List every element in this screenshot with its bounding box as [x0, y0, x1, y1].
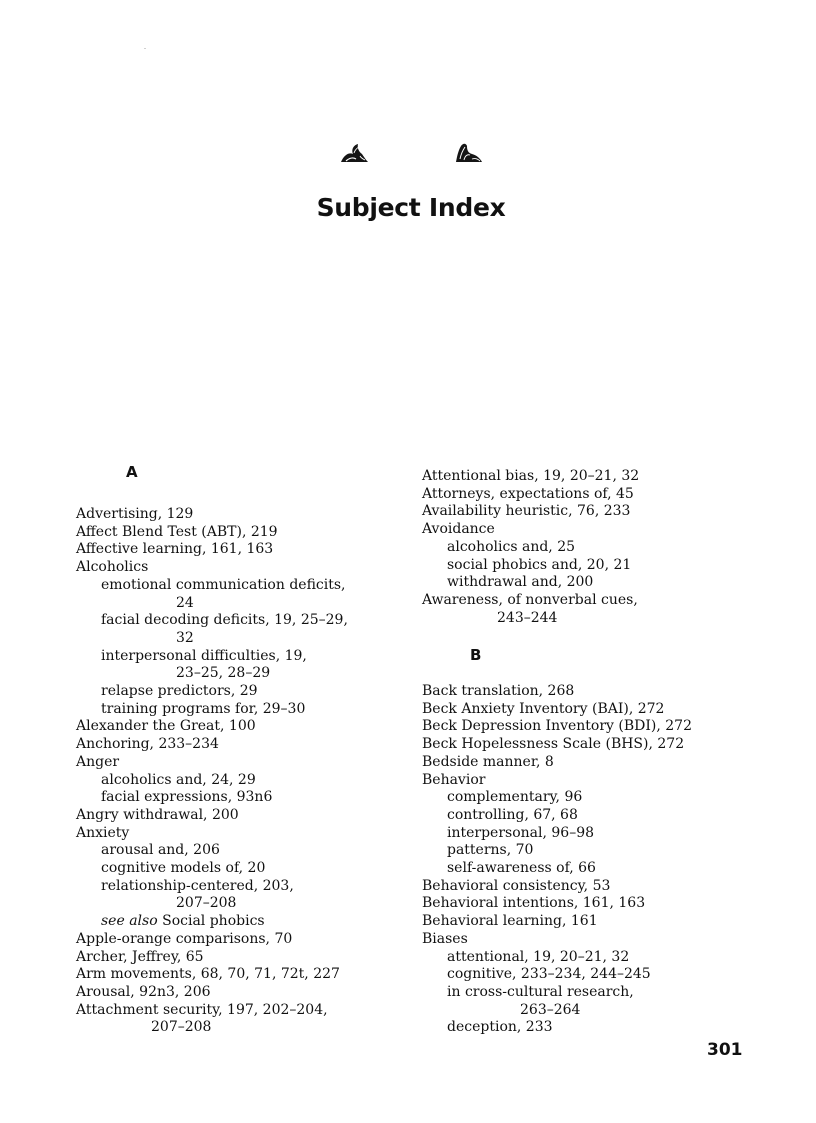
index-subentry: training programs for, 29–30	[101, 700, 306, 717]
index-entry: Apple-orange comparisons, 70	[76, 930, 293, 947]
index-entry: Biases	[422, 930, 468, 947]
section-letter-b: B	[470, 646, 482, 664]
index-entry: Behavioral consistency, 53	[422, 877, 611, 894]
index-subentry: attentional, 19, 20–21, 32	[447, 948, 630, 965]
index-subentry: patterns, 70	[447, 842, 534, 859]
page-title: Subject Index	[316, 193, 506, 222]
index-entry: Affect Blend Test (ABT), 219	[76, 523, 278, 540]
index-subentry: self-awareness of, 66	[447, 860, 596, 877]
index-cross-reference	[76, 913, 411, 931]
index-column-right-a	[422, 468, 757, 627]
index-entry: Attorneys, expectations of, 45	[422, 485, 634, 502]
index-entry: Anchoring, 233–234	[76, 736, 219, 753]
index-continuation: 243–244	[497, 609, 558, 626]
index-entry: Alcoholics	[76, 559, 149, 576]
index-subentry: relationship-centered, 203,	[101, 877, 294, 894]
index-entry: Advertising, 129	[76, 506, 194, 522]
index-subentry: facial expressions, 93n6	[101, 789, 273, 806]
index-entry: Anxiety	[76, 824, 130, 841]
index-entry: Bedside manner, 8	[422, 753, 554, 770]
index-subentry: withdrawal and, 200	[447, 574, 594, 591]
index-continuation: 207–208	[151, 1019, 212, 1036]
index-entry: Beck Hopelessness Scale (BHS), 272	[422, 736, 685, 753]
index-subentry: alcoholics and, 25	[447, 538, 576, 555]
index-subentry: interpersonal difficulties, 19,	[101, 647, 307, 664]
index-entry: Behavioral intentions, 161, 163	[422, 895, 646, 912]
index-entry: Awareness, of nonverbal cues,	[422, 591, 638, 608]
index-subentry: complementary, 96	[447, 789, 583, 806]
see-also-label: see also	[101, 913, 158, 930]
see-also-target: Social phobics	[162, 913, 265, 930]
index-column-left	[76, 506, 411, 1037]
index-entry: Availability heuristic, 76, 233	[422, 503, 631, 520]
index-entry: Arm movements, 68, 70, 71, 72t, 227	[76, 966, 340, 983]
index-entry: Angry withdrawal, 200	[76, 806, 239, 823]
page-number: 301	[707, 1040, 743, 1060]
index-entry: Back translation, 268	[422, 683, 575, 699]
index-entry: Avoidance	[422, 521, 495, 538]
index-subentry: in cross-cultural research,	[447, 983, 634, 1000]
index-continuation: 32	[176, 629, 194, 646]
title-ornaments	[0, 140, 816, 170]
index-subentry: facial decoding deficits, 19, 25–29,	[101, 612, 348, 629]
index-entry: Beck Depression Inventory (BDI), 272	[422, 718, 692, 735]
index-subentry: alcoholics and, 24, 29	[101, 771, 256, 788]
index-subentry: controlling, 67, 68	[447, 806, 578, 823]
fleuron-left-icon	[338, 140, 370, 166]
index-continuation: 207–208	[176, 895, 237, 912]
index-entry: Archer, Jeffrey, 65	[76, 948, 204, 965]
index-subentry: cognitive, 233–234, 244–245	[447, 966, 651, 983]
section-letter-a: A	[126, 463, 138, 481]
index-subentry: deception, 233	[447, 1019, 553, 1036]
index-continuation: 23–25, 28–29	[176, 665, 271, 682]
index-subentry: interpersonal, 96–98	[447, 824, 595, 841]
index-entry: Affective learning, 161, 163	[76, 541, 274, 558]
index-entry: Behavioral learning, 161	[422, 913, 598, 930]
index-entry: Alexander the Great, 100	[76, 718, 256, 735]
index-subentry: relapse predictors, 29	[101, 683, 258, 700]
index-entry: Beck Anxiety Inventory (BAI), 272	[422, 700, 665, 717]
index-entry: Behavior	[422, 771, 486, 788]
index-subentry: emotional communication deficits,	[101, 576, 346, 593]
index-entry: Attachment security, 197, 202–204,	[76, 1001, 328, 1018]
index-continuation: 263–264	[520, 1001, 581, 1018]
scan-speck	[144, 48, 146, 49]
index-entry: Attentional bias, 19, 20–21, 32	[422, 468, 640, 484]
index-subentry: arousal and, 206	[101, 842, 220, 859]
index-continuation: 24	[176, 594, 194, 611]
index-subentry: cognitive models of, 20	[101, 860, 266, 877]
index-column-right-b	[422, 683, 757, 1037]
index-entry: Arousal, 92n3, 206	[76, 983, 211, 1000]
fleuron-right-icon	[452, 140, 484, 166]
index-subentry: social phobics and, 20, 21	[447, 556, 632, 573]
index-entry: Anger	[76, 753, 120, 770]
